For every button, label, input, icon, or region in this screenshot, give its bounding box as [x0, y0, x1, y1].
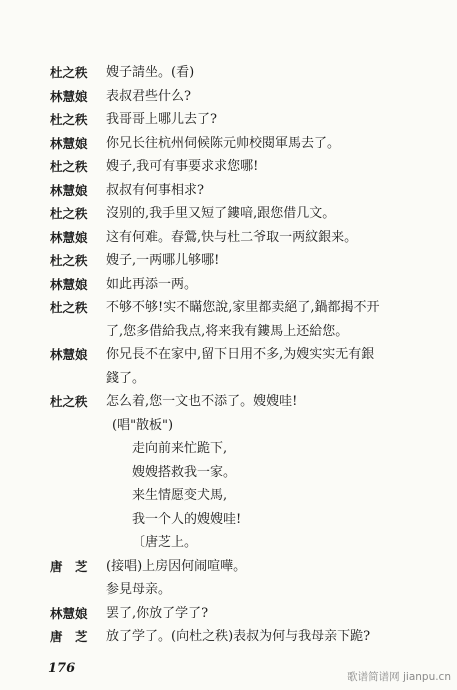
speaker-name: 唐 芝	[50, 558, 88, 574]
script-line	[0, 86, 457, 108]
stage-direction: (唱"散板")	[112, 417, 174, 433]
watermark: 歌谱简谱网 jianpu.cn	[347, 671, 451, 683]
speaker-name: 唐 芝	[50, 629, 88, 644]
dialogue-text: 放了学了。(向杜之秩)表叔为何与我母亲下跪?	[106, 629, 371, 644]
speaker-name: 林慧娘	[50, 347, 88, 362]
dialogue-text: 嫂子請坐。(看)	[106, 65, 195, 80]
dialogue-text: 我哥哥上哪儿去了?	[106, 112, 217, 127]
script-line	[0, 321, 457, 343]
dialogue-text: 嫂子,一两哪儿够哪!	[106, 253, 220, 268]
dialogue-text: (接唱)上房因何闹喧嘩。	[106, 558, 247, 574]
script-line	[0, 579, 457, 601]
speaker-name: 杜之秩	[50, 112, 88, 127]
script-line	[0, 415, 457, 437]
dialogue-text: 你兄长往杭州伺候陈元帅校閱軍馬去了。	[106, 135, 341, 151]
dialogue-text: 这有何难。春鶯,快与杜二爷取一两紋銀来。	[106, 229, 358, 245]
speaker-name: 杜之秩	[50, 159, 88, 174]
script-line	[0, 368, 457, 390]
script-line	[0, 391, 457, 413]
speaker-name: 杜之秩	[50, 253, 88, 268]
script-line	[0, 156, 457, 178]
script-line	[0, 109, 457, 131]
script-line	[0, 485, 457, 507]
sung-line: 〔唐芝上。	[132, 535, 198, 550]
speaker-name: 林慧娘	[50, 182, 88, 198]
script-line	[0, 532, 457, 554]
dialogue-text: 罢了,你放了学了?	[106, 605, 209, 621]
dialogue-text: 怎么着,您一文也不添了。嫂嫂哇!	[106, 394, 298, 409]
script-line	[0, 227, 457, 249]
sung-line: 来生情愿变犬馬,	[132, 488, 228, 503]
dialogue-text: 不够不够!实不瞞您說,家里都卖絕了,鍋都揭不开	[106, 300, 380, 315]
speaker-name: 杜之秩	[50, 394, 88, 409]
speaker-name: 林慧娘	[50, 276, 88, 292]
speaker-name: 林慧娘	[50, 605, 88, 621]
speaker-name: 林慧娘	[50, 88, 88, 104]
sung-line: 走向前来忙跪下,	[132, 441, 228, 456]
script-line	[0, 203, 457, 225]
dialogue-text: 錢了。	[106, 370, 146, 386]
sung-line: 我一个人的嫂嫂哇!	[132, 511, 242, 527]
script-line	[0, 180, 457, 202]
speaker-name: 杜之秩	[50, 65, 88, 80]
script-line	[0, 344, 457, 366]
script-line	[0, 509, 457, 531]
speaker-name: 杜之秩	[50, 206, 88, 221]
speaker-name: 杜之秩	[50, 300, 88, 315]
dialogue-text: 你兄長不在家中,留下日用不多,为嫂实实无有銀	[106, 347, 375, 362]
speaker-name: 林慧娘	[50, 229, 88, 245]
script-line	[0, 438, 457, 460]
script-line	[0, 626, 457, 648]
script-line	[0, 462, 457, 484]
script-line	[0, 250, 457, 272]
script-line	[0, 274, 457, 296]
dialogue-text: 参見母亲。	[106, 582, 172, 597]
script-line	[0, 62, 457, 84]
dialogue-text: 沒别的,我手里又短了鏤喑,跟您借几文。	[106, 206, 336, 221]
dialogue-text: 表叔君些什么?	[106, 88, 191, 104]
script-line	[0, 556, 457, 578]
sung-line: 嫂嫂搭救我一家。	[132, 464, 237, 480]
dialogue-text: 如此再添一两。	[106, 276, 198, 292]
dialogue-text: 叔叔有何事相求?	[106, 182, 204, 198]
script-line	[0, 603, 457, 625]
dialogue-text: 嫂子,我可有事要求求您哪!	[106, 159, 259, 174]
speaker-name: 林慧娘	[50, 135, 88, 151]
dialogue-text: 了,您多借給我点,将来我有鏤馬上还給您。	[106, 323, 349, 339]
script-line	[0, 133, 457, 155]
page-number: 176	[48, 661, 76, 676]
script-line	[0, 297, 457, 319]
